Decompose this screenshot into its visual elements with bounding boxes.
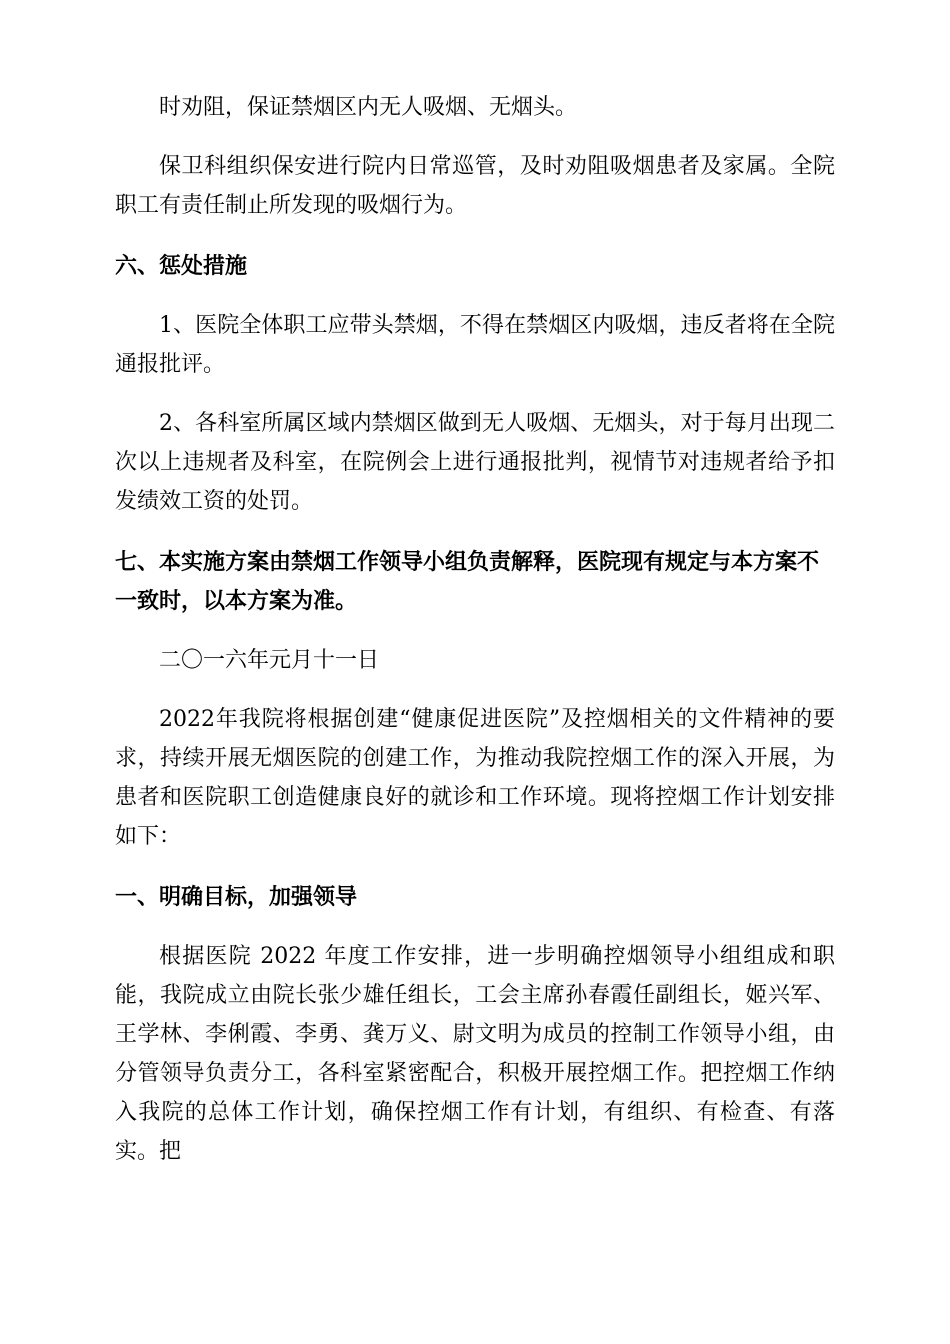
paragraph-security-patrol: 保卫科组织保安进行院内日常巡管，及时劝阻吸烟患者及家属。全院职工有责任制止所发现的吸烟行为。 — [115, 154, 835, 218]
paragraph-measure-one: 1、医院全体职工应带头禁烟，不得在禁烟区内吸烟，违反者将在全院通报批评。 — [115, 313, 835, 377]
document-date: 二〇一六年元月十一日 — [159, 648, 380, 673]
paragraph-plan-intro: 2022年我院将根据创建“健康促进医院”及控烟相关的文件精神的要求，持续开展无烟医院的创建工作，为推动我院控烟工作的深入开展，为患者和医院职工创造健康良好的就诊和工作环境。现将控烟工作计划安排如下： — [115, 707, 835, 849]
paragraph-measure-two: 2、各科室所属区域内禁烟区做到无人吸烟、无烟头，对于每月出现二次以上违规者及科室，在院例会上进行通报批判，视情节对违规者给予扣发绩效工资的处罚。 — [115, 411, 835, 514]
heading-section-seven: 七、本实施方案由禁烟工作领导小组负责解释，医院现有规定与本方案不一致时，以本方案为准。 — [115, 550, 820, 614]
heading-section-one: 一、明确目标，加强领导 — [115, 885, 358, 910]
document-page — [115, 88, 835, 1171]
heading-section-six: 六、惩处措施 — [115, 254, 248, 279]
paragraph-leadership: 根据医院 2022 年度工作安排，进一步明确控烟领导小组组成和职能，我院成立由院长张少雄任组长，工会主席孙春霞任副组长，姬兴军、王学林、李俐霞、李勇、龚万义、尉文明为成员的控制工作领导小组，由分管领导负责分工，各科室紧密配合，积极开展控烟工作。把控烟工作纳入我院的总体工作计划，确保控烟工作有计划，有组织、有检查、有落实。把 — [115, 944, 835, 1164]
paragraph-smoking-zone: 时劝阻，保证禁烟区内无人吸烟、无烟头。 — [159, 95, 578, 120]
